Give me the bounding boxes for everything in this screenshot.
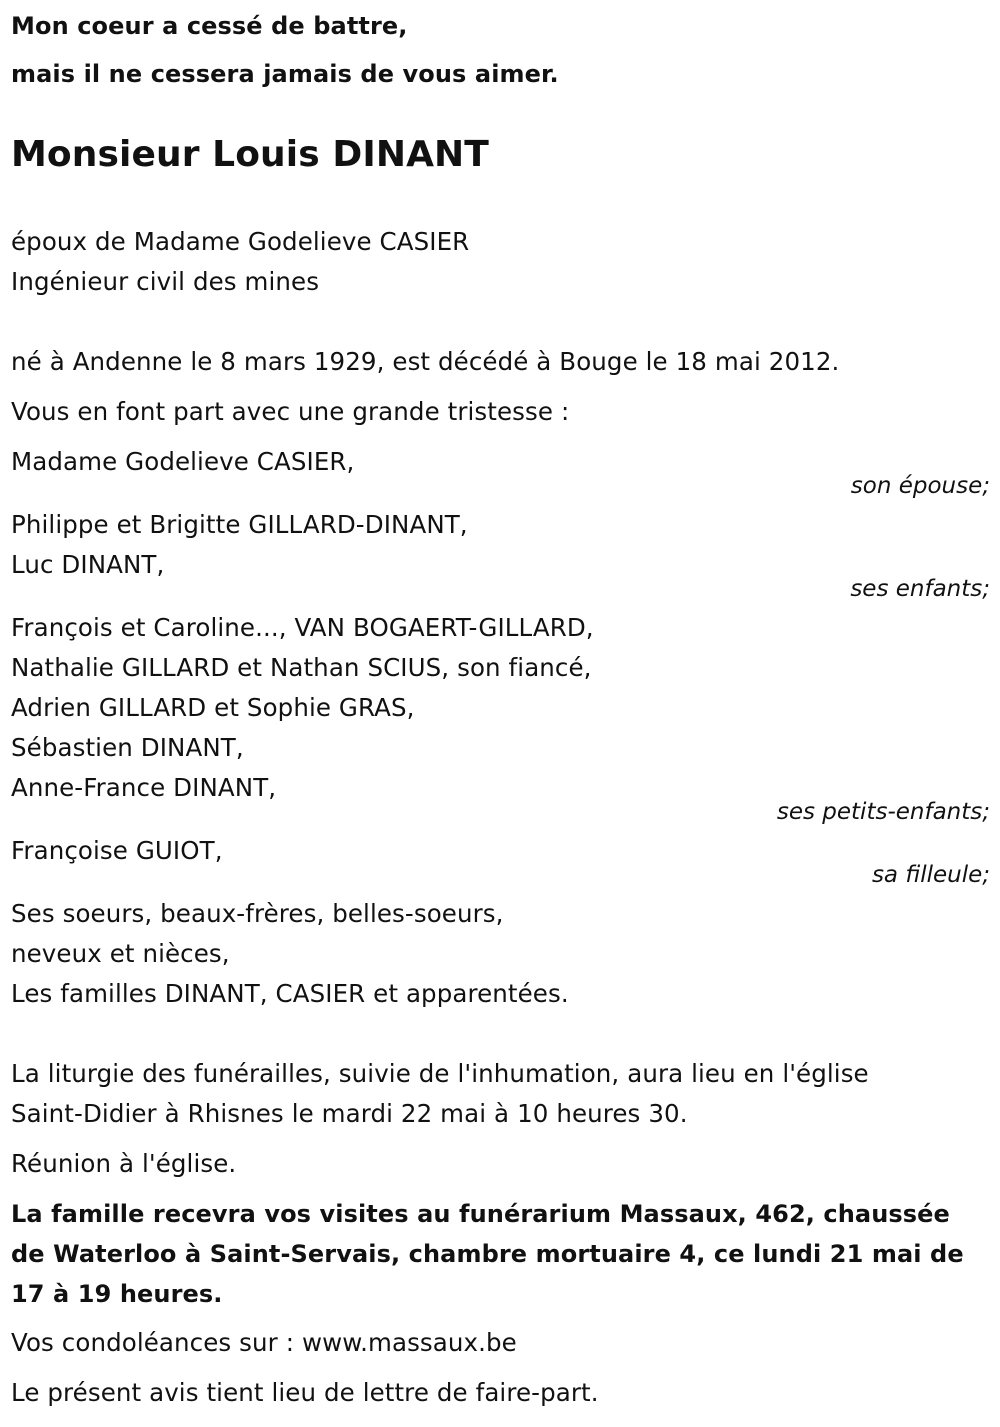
grandchild-name: Sébastien DINANT, [11,733,244,762]
child-name: Philippe et Brigitte GILLARD-DINANT, [11,510,468,539]
grandchild-name: Anne-France DINANT, [11,773,277,802]
profession: Ingénieur civil des mines [11,267,320,296]
footer-line: Le présent avis tient lieu de lettre de faire-part. [11,1378,599,1407]
grandchild-name: François et Caroline..., VAN BOGAERT-GILLARD, [11,613,594,642]
funeral-line-2: Saint-Didier à Rhisnes le mardi 22 mai à 10 heures 30. [11,1099,688,1128]
role-grandchildren: ses petits-enfants; [776,799,990,825]
quote-line-2: mais il ne cessera jamais de vous aimer. [11,60,559,88]
other-family-line: Ses soeurs, beaux-frères, belles-soeurs, [11,899,504,928]
spouse-line: époux de Madame Godelieve CASIER [11,227,470,256]
birth-death: né à Andenne le 8 mars 1929, est décédé à Bouge le 18 mai 2012. [11,347,840,376]
other-family-line: Les familles DINANT, CASIER et apparentées. [11,979,569,1008]
meeting-line: Réunion à l'église. [11,1149,237,1178]
grandchild-name: Nathalie GILLARD et Nathan SCIUS, son fiancé, [11,653,592,682]
visits-line-2: de Waterloo à Saint-Servais, chambre mortuaire 4, ce lundi 21 mai de [11,1240,964,1268]
other-family-line: neveux et nièces, [11,939,230,968]
quote-line-1: Mon coeur a cessé de battre, [11,12,408,40]
intro-text: Vous en font part avec une grande tristesse : [11,397,570,426]
deceased-name: Monsieur Louis DINANT [11,134,489,175]
goddaughter-name: Françoise GUIOT, [11,836,223,865]
role-children: ses enfants; [850,576,990,602]
grandchild-name: Adrien GILLARD et Sophie GRAS, [11,693,415,722]
role-spouse: son épouse; [850,473,990,499]
condolences-line: Vos condoléances sur : www.massaux.be [11,1328,517,1357]
funeral-line-1: La liturgie des funérailles, suivie de l'inhumation, aura lieu en l'église [11,1059,869,1088]
spouse-name: Madame Godelieve CASIER, [11,447,355,476]
child-name: Luc DINANT, [11,550,165,579]
visits-line-3: 17 à 19 heures. [11,1280,223,1308]
visits-line-1: La famille recevra vos visites au funérarium Massaux, 462, chaussée [11,1200,950,1228]
role-goddaughter: sa filleule; [871,862,990,888]
